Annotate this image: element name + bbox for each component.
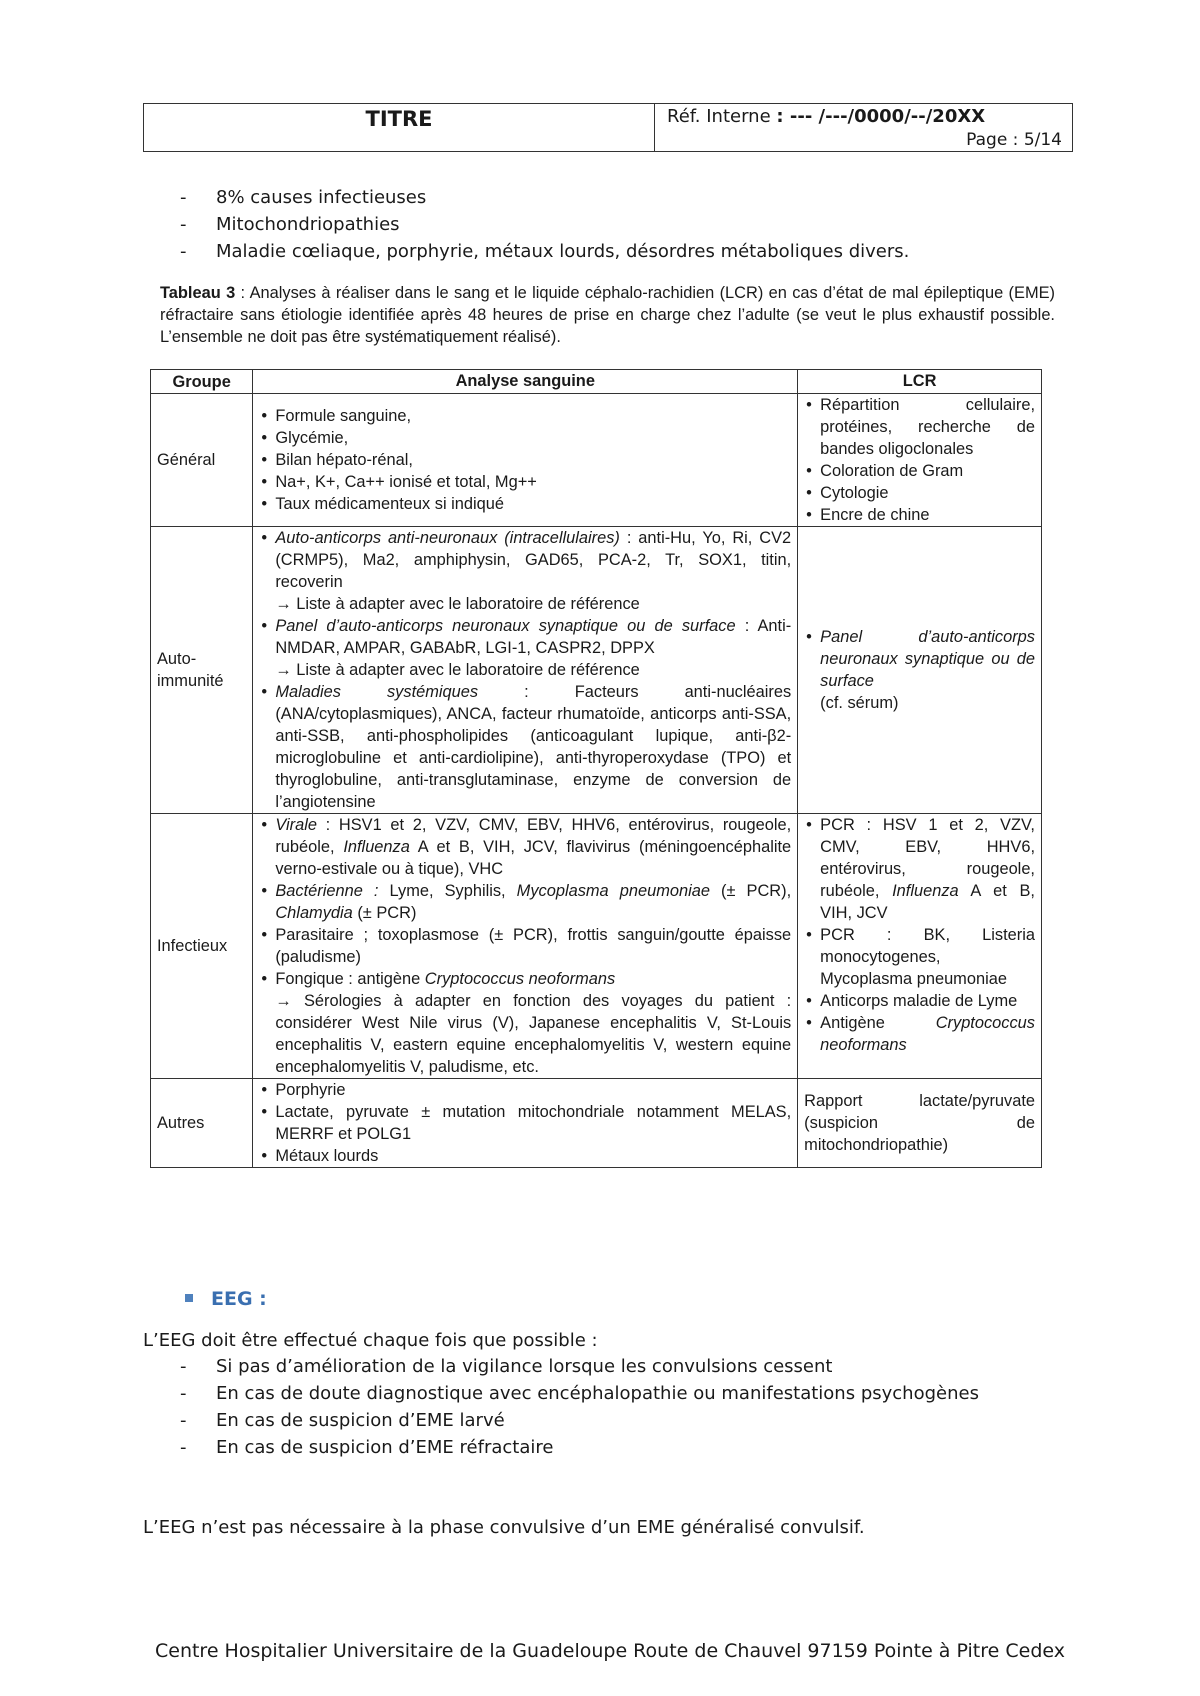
page-footer: Centre Hospitalier Universitaire de la Guadeloupe Route de Chauvel 97159 Pointe à Pitre Cedex <box>154 1640 1065 1662</box>
italic-text: Cryptococcus neoformans <box>424 970 616 988</box>
list-item <box>259 880 791 924</box>
sub-note: → Liste à adapter avec le laboratoire de référence <box>275 595 640 613</box>
item-text: A et B, VIH, JCV <box>820 882 1035 922</box>
page-number: Page : 5/14 <box>966 130 1062 150</box>
italic-text: Virale <box>275 816 317 834</box>
item-text: : Facteurs anti-nucléaires (ANA/cytoplasmiques), ANCA, facteur rhumatoïde, anticorps anti-SSA, anti-SSB, anti-phospholipides (anticoagulant lupique, anti-β2-microglobuline et anti-cardiolipine), anti-thyroperoxydase (TPO) et thyroglobuline, anti-transglutaminase, enzyme de conversion de l’angiotensine <box>275 683 792 811</box>
item-text: Fongique : antigène <box>275 970 425 988</box>
table-header-row <box>151 370 1042 394</box>
analysis-table <box>150 369 1042 1168</box>
list-item: • Glycémie, <box>259 427 791 449</box>
list-item: - En cas de suspicion d’EME réfractaire <box>180 1434 979 1461</box>
item-text: : anti-Hu, Yo, Ri, CV2 (CRMP5), Ma2, amphiphysin, GAD65, PCA-2, Tr, SOX1, titin, recoverin <box>275 529 792 591</box>
group-infectious: Infectieux <box>151 814 253 1079</box>
italic-text: Maladies systémiques <box>275 683 479 701</box>
list-item: • Encre de chine <box>804 504 1035 526</box>
list-item: - Si pas d’amélioration de la vigilance lorsque les convulsions cessent <box>180 1353 979 1380</box>
sub-note: → Sérologies à adapter en fonction des voyages du patient : considérer West Nile virus (V), Japanese encephalitis V, St-Louis encephalitis V, eastern equine encephalomyelitis V, western equine encephalomyelitis V, paludisme, etc. <box>275 992 792 1076</box>
caption-label: Tableau 3 <box>160 284 236 302</box>
italic-text: Influenza <box>892 882 959 900</box>
list-item <box>259 968 791 1078</box>
list-item: • Bilan hépato-rénal, <box>259 449 791 471</box>
ref-value: : --- /---/0000/--/20XX <box>776 106 986 127</box>
eeg-indications-list <box>180 1353 979 1461</box>
lcr-autoimmunity <box>798 527 1042 814</box>
list-item <box>259 527 791 615</box>
caption-text: : Analyses à réaliser dans le sang et le liquide céphalo-rachidien (LCR) en cas d’état de mal épileptique (EME) réfractaire sans étiologie identifiée après 48 heures de prise en charge chez l’adulte (se veut le plus exhaustif possible. L’ensemble ne doit pas être systématiquement réalisé). <box>160 284 1055 346</box>
table-row <box>151 814 1042 1079</box>
list-item: - En cas de suspicion d’EME larvé <box>180 1407 979 1434</box>
col-header-group: Groupe <box>151 370 253 394</box>
list-item: - En cas de doute diagnostique avec encéphalopathie ou manifestations psychogènes <box>180 1380 979 1407</box>
item-text: Lyme, Syphilis, <box>378 882 517 900</box>
eeg-conclusion: L’EEG n’est pas nécessaire à la phase convulsive d’un EME généralisé convulsif. <box>143 1517 865 1538</box>
group-label-line1: Auto- <box>157 650 197 668</box>
group-label-line2: immunité <box>157 672 224 690</box>
list-item: • Taux médicamenteux si indiqué <box>259 493 791 515</box>
item-text: A et B, VIH, JCV, flavivirus (méningoencéphalite verno-estivale ou à tique), VHC <box>275 838 792 878</box>
list-item: • Anticorps maladie de Lyme <box>804 990 1035 1012</box>
col-header-lcr: LCR <box>798 370 1042 394</box>
item-text: Antigène <box>820 1014 936 1032</box>
table-row <box>151 527 1042 814</box>
lcr-others: Rapport lactate/pyruvate (suspicion de mitochondriopathie) <box>798 1079 1042 1168</box>
italic-text: Influenza <box>343 838 410 856</box>
list-item <box>259 814 791 880</box>
blood-general <box>253 394 798 527</box>
square-bullet-icon <box>185 1294 193 1302</box>
reference-cell <box>655 104 1072 151</box>
list-item <box>259 615 791 681</box>
list-item: • Cytologie <box>804 482 1035 504</box>
blood-autoimmunity <box>253 527 798 814</box>
header-box <box>143 103 1073 152</box>
causes-list <box>180 184 909 265</box>
list-item: • Na+, K+, Ca++ ionisé et total, Mg++ <box>259 471 791 493</box>
eeg-intro: L’EEG doit être effectué chaque fois que possible : <box>143 1330 598 1351</box>
item-text: : HSV1 et 2, VZV, CMV, EBV, HHV6, entérovirus, rougeole, rubéole, <box>275 816 792 856</box>
sub-note: → Liste à adapter avec le laboratoire de référence <box>275 661 640 679</box>
doc-title: TITRE <box>144 104 655 151</box>
list-item: - Maladie cœliaque, porphyrie, métaux lourds, désordres métaboliques divers. <box>180 238 909 265</box>
item-text: (cf. sérum) <box>820 694 899 712</box>
list-item <box>804 626 1035 714</box>
italic-text: Cryptococcus neoformans <box>820 1014 1035 1054</box>
table-row <box>151 394 1042 527</box>
eeg-heading-text: EEG : <box>211 1288 267 1310</box>
lcr-general <box>798 394 1042 527</box>
item-text: (± PCR), <box>709 882 792 900</box>
list-item: • PCR : BK, Listeria monocytogenes, Mycoplasma pneumoniae <box>804 924 1035 990</box>
group-others: Autres <box>151 1079 253 1168</box>
list-item: • Parasitaire ; toxoplasmose (± PCR), frottis sanguin/goutte épaisse (paludisme) <box>259 924 791 968</box>
group-general: Général <box>151 394 253 527</box>
italic-text: Bactérienne : <box>275 882 379 900</box>
italic-text: Chlamydia <box>275 904 353 922</box>
list-item: • Porphyrie <box>259 1079 791 1101</box>
lcr-infectious <box>798 814 1042 1079</box>
table-caption <box>160 282 1055 348</box>
ref-label: Réf. Interne <box>667 106 771 127</box>
list-item: • Métaux lourds <box>259 1145 791 1167</box>
list-item: - Mitochondriopathies <box>180 211 909 238</box>
list-item <box>804 1012 1035 1056</box>
list-item: - 8% causes infectieuses <box>180 184 909 211</box>
list-item: • Répartition cellulaire, protéines, recherche de bandes oligoclonales <box>804 394 1035 460</box>
italic-text: Mycoplasma pneumoniae <box>516 882 710 900</box>
list-item: • Lactate, pyruvate ± mutation mitochondriale notamment MELAS, MERRF et POLG1 <box>259 1101 791 1145</box>
italic-text: Panel d’auto-anticorps neuronaux synaptique ou de surface <box>820 628 1035 690</box>
item-text: (± PCR) <box>352 904 417 922</box>
table-row <box>151 1079 1042 1168</box>
blood-others <box>253 1079 798 1168</box>
item-text: PCR : HSV 1 et 2, VZV, CMV, EBV, HHV6, entérovirus, rougeole, rubéole, <box>820 816 1035 900</box>
col-header-blood: Analyse sanguine <box>253 370 798 394</box>
list-item <box>259 681 791 813</box>
group-autoimmunity <box>151 527 253 814</box>
eeg-heading <box>185 1288 267 1310</box>
list-item <box>804 814 1035 924</box>
italic-text: Auto-anticorps anti-neuronaux (intracellulaires) <box>275 529 620 547</box>
blood-infectious <box>253 814 798 1079</box>
list-item: • Formule sanguine, <box>259 405 791 427</box>
item-text: : Anti-NMDAR, AMPAR, GABAbR, LGI-1, CASPR2, DPPX <box>275 617 792 657</box>
list-item: • Coloration de Gram <box>804 460 1035 482</box>
italic-text: Panel d’auto-anticorps neuronaux synaptique ou de surface <box>275 617 736 635</box>
